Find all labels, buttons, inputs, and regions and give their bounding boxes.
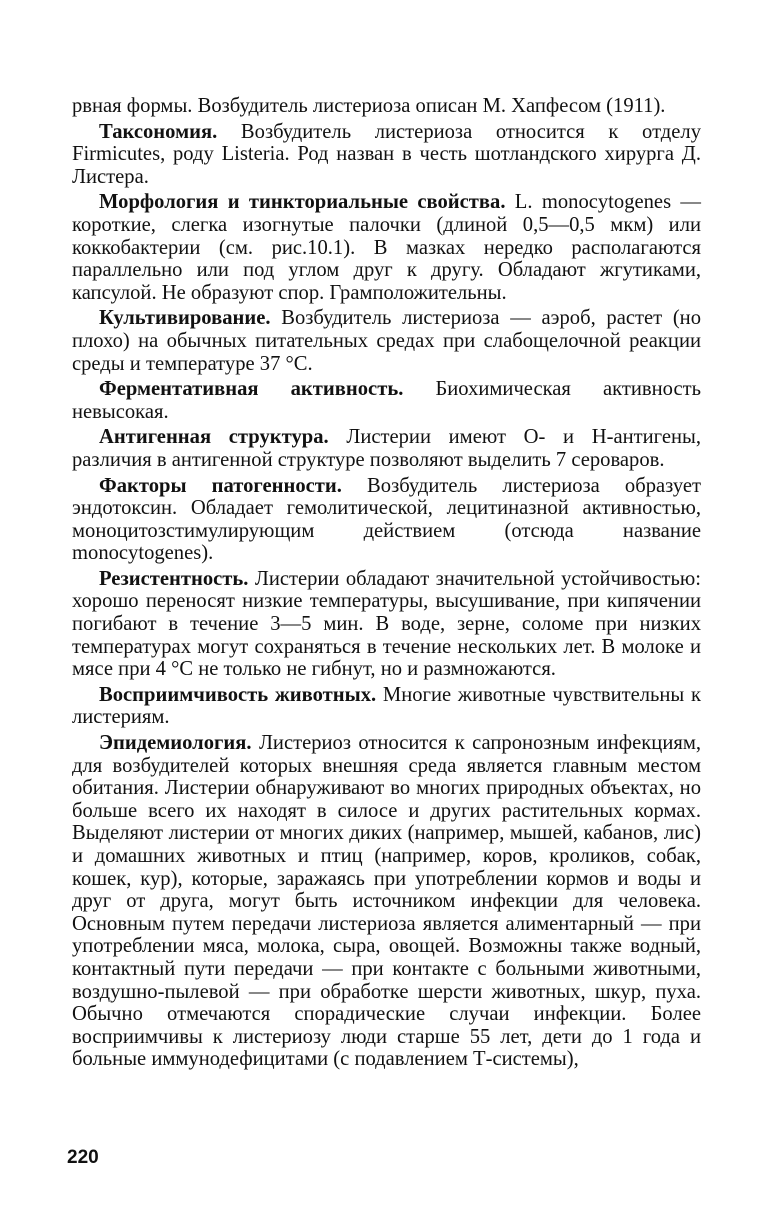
- paragraph-antigenic: [72, 426, 701, 471]
- intro-text: рвная формы. Возбудитель листериоза описан М. Хапфесом (1911).: [72, 95, 666, 117]
- paragraph-text: Листериоз относится к сапронозным инфекциям, для возбудителей которых внешняя среда является главным местом обитания. Листерии обнаруживают во многих природных объектах, но больше всего их находят в силосе и других растительных кормах. Выделяют листерии от многих диких (например, мышей, кабанов, лис) и домашних животных и птиц (например, коров, кроликов, собак, кошек, кур), которые, заражаясь при употреблении кормов и воды и друг от друга, могут быть источником инфекции для человека. Основным путем передачи листериоза является алиментарный — при употреблении мяса, молока, сыра, овощей. Возможны также водный, контактный пути передачи — при контакте с больными животными, воздушно-пылевой — при обработке шерсти животных, шкур, пуха. Обычно отмечаются спорадические случаи инфекции. Более восприимчивы к листериозу люди старше 55 лет, дети до 1 года и больные иммунодефицитами (с подавлением Т-системы),: [72, 732, 701, 1071]
- paragraph-heading: Морфология и тинкториальные свойства.: [99, 191, 506, 214]
- paragraph-heading: Факторы патогенности.: [99, 474, 342, 497]
- paragraph-heading: Восприимчивость животных.: [99, 683, 377, 706]
- paragraph-cultivation: [72, 307, 701, 375]
- paragraph-text: Возбудитель листериоза образует эндотоксин. Обладает гемолитической, лецитиназной активностью, моноцитозстимулирующим действием (отсюда название monocytogenes).: [72, 474, 701, 565]
- paragraph-text: Листерии имеют О- и Н-антигены, различия в антигенной структуре позволяют выделить 7 сероваров.: [72, 426, 701, 471]
- paragraph-text: Биохимическая активность невысокая.: [72, 378, 701, 423]
- paragraph-heading: Таксономия.: [99, 120, 218, 143]
- paragraph-susceptibility: [72, 684, 701, 729]
- page-body: [72, 95, 701, 1071]
- intro-paragraph: [72, 95, 701, 118]
- paragraph-text: Многие животные чувствительны к листериям.: [72, 683, 701, 729]
- paragraph-pathogenicity: [72, 475, 701, 565]
- paragraph-epidemiology: [72, 732, 701, 1071]
- paragraph-enzymatic: [72, 378, 701, 423]
- paragraph-resistance: [72, 568, 701, 681]
- paragraph-text: Возбудитель листериоза относится к отделу Firmicutes, роду Listeria. Род назван в честь шотландского хирурга Д. Листера.: [72, 120, 701, 188]
- paragraph-text: Листерии обладают значительной устойчивостью: хорошо переносят низкие температуры, высушивание, при кипячении погибают в течение 3—5 мин. В воде, зерне, соломе при низких температурах могут сохраняться в течение нескольких лет. В молоке и мясе при 4 °С не только не гибнут, но и размножаются.: [72, 567, 701, 681]
- paragraph-heading: Антигенная структура.: [99, 426, 329, 449]
- paragraph-heading: Ферментативная активность.: [99, 378, 404, 401]
- paragraph-heading: Эпидемиология.: [99, 732, 252, 755]
- paragraph-text: L. monocytogenes — короткие, слегка изогнутые палочки (длиной 0,5—0,5 мкм) или коккобактерии (см. рис.10.1). В мазках нередко располагаются параллельно или под углом друг к другу. Обладают жгутиками, капсулой. Не образуют спор. Грамположительны.: [72, 191, 701, 304]
- paragraph-heading: Резистентность.: [99, 567, 249, 590]
- paragraph-text: Возбудитель листериоза — аэроб, растет (но плохо) на обычных питательных средах при слабощелочной реакции среды и температуре 37 °С.: [72, 307, 701, 375]
- paragraph-heading: Культивирование.: [99, 307, 271, 330]
- page-number: 220: [67, 1147, 99, 1168]
- paragraph-taxonomy: [72, 121, 701, 189]
- paragraph-morphology: [72, 191, 701, 304]
